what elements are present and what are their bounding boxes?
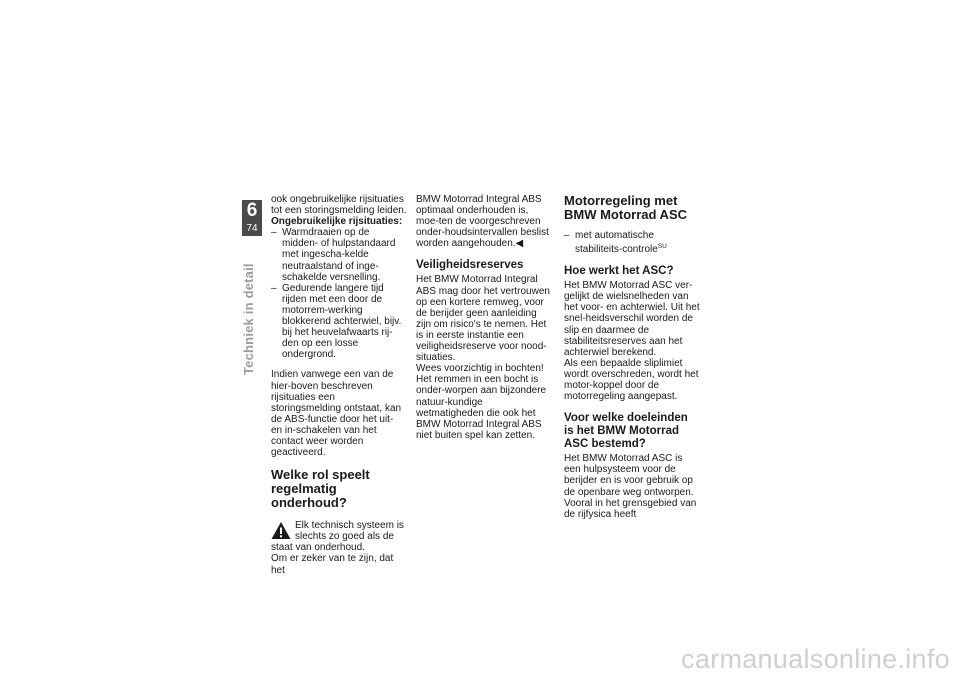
- list-item: – Warmdraaien op de midden- of hulpstandaard met ingescha-kelde neutraalstand of inge-schakelde versnelling.: [271, 227, 407, 282]
- section-heading: Hoe werkt het ASC?: [564, 265, 674, 278]
- superscript: SU: [657, 243, 667, 251]
- warning-text: Elk technisch systeem is slechts zo goed als de staat van onderhoud.: [271, 520, 404, 554]
- warning-note: [271, 520, 407, 553]
- paragraph: Als een bepaalde sliplimiet wordt overschreden, wordt het motor-koppel door de motorregeling aangepast.: [564, 357, 699, 403]
- warning-triangle-icon: [271, 521, 291, 540]
- list-item: [564, 230, 700, 255]
- chapter-title: Techniek in detail: [241, 263, 256, 375]
- paragraph: [416, 194, 553, 249]
- section-heading: Veiligheidsreserves: [416, 259, 524, 272]
- paragraph: Het BMW Motorrad ASC is een hulpsysteem voor de berijder en is voor gebruik op de openbare weg ontworpen. Vooral in het grensgebied van de rijfysica heeft: [564, 453, 697, 520]
- paragraph: Wees voorzichtig in bochten! Het remmen in een bocht is onder-worpen aan bijzondere natuur-kundige wetmatigheden die ook het BMW Motorrad Integral ABS niet buiten spel kan zetten.: [416, 363, 547, 441]
- paragraph: Het BMW Motorrad ASC ver-gelijkt de wielsnelheden van het voor- en achterwiel. Uit het snel-heidsverschil worden de slip en daarmee de stabiliteitsreserves aan het achterwiel berekend.: [564, 280, 700, 358]
- section-heading: Voor welke doeleinden is het BMW Motorrad ASC bestemd?: [564, 412, 688, 451]
- watermark: carmanualsonline.info: [681, 644, 950, 674]
- list-item-text: met automatische stabiliteits-controle: [575, 230, 658, 256]
- chapter-tab: [242, 200, 262, 236]
- section-heading: Welke rol speelt regelmatig onderhoud?: [271, 467, 370, 511]
- column-3: [564, 194, 700, 520]
- paragraph: Het BMW Motorrad Integral ABS mag door het vertrouwen op een kortere remweg, voor de berijder geen aanleiding zijn om risico's te nemen. Het is in eerste instantie een veiligheidsreserve voor nood-situaties.: [416, 274, 550, 364]
- feature-list: [564, 230, 700, 255]
- paragraph: Indien vanwege een van de hier-boven beschreven rijsituaties een storingsmelding ontstaat, kan de ABS-functie door het uit- en in-schakelen van het contact weer worden geactiveerd.: [271, 369, 402, 459]
- paragraph-end: Om er zeker van te zijn, dat het: [271, 553, 394, 576]
- column-1: [271, 194, 407, 576]
- end-mark: ◀: [515, 238, 524, 250]
- list-item: – Gedurende langere tijd rijden met een door de motorrem-werking blokkerend achterwiel, bijv. bij het heuvelafwaarts rij-den op een losse ondergrond.: [271, 283, 407, 361]
- sub-heading: Ongebruikelijke rijsituaties:: [271, 216, 403, 228]
- section-heading: Motorregeling met BMW Motorrad ASC: [564, 193, 688, 222]
- situations-list: [271, 227, 407, 360]
- page-number: 74: [246, 223, 258, 234]
- paragraph-text: BMW Motorrad Integral ABS optimaal onderhouden is, moe-ten de voorgeschreven onder-houdsintervallen beslist worden aangehouden.: [416, 194, 549, 250]
- chapter-number: 6: [246, 200, 258, 221]
- column-2: [416, 194, 553, 441]
- intro-text: ook ongebruikelijke rijsituaties tot een storingsmelding leiden.: [271, 194, 407, 217]
